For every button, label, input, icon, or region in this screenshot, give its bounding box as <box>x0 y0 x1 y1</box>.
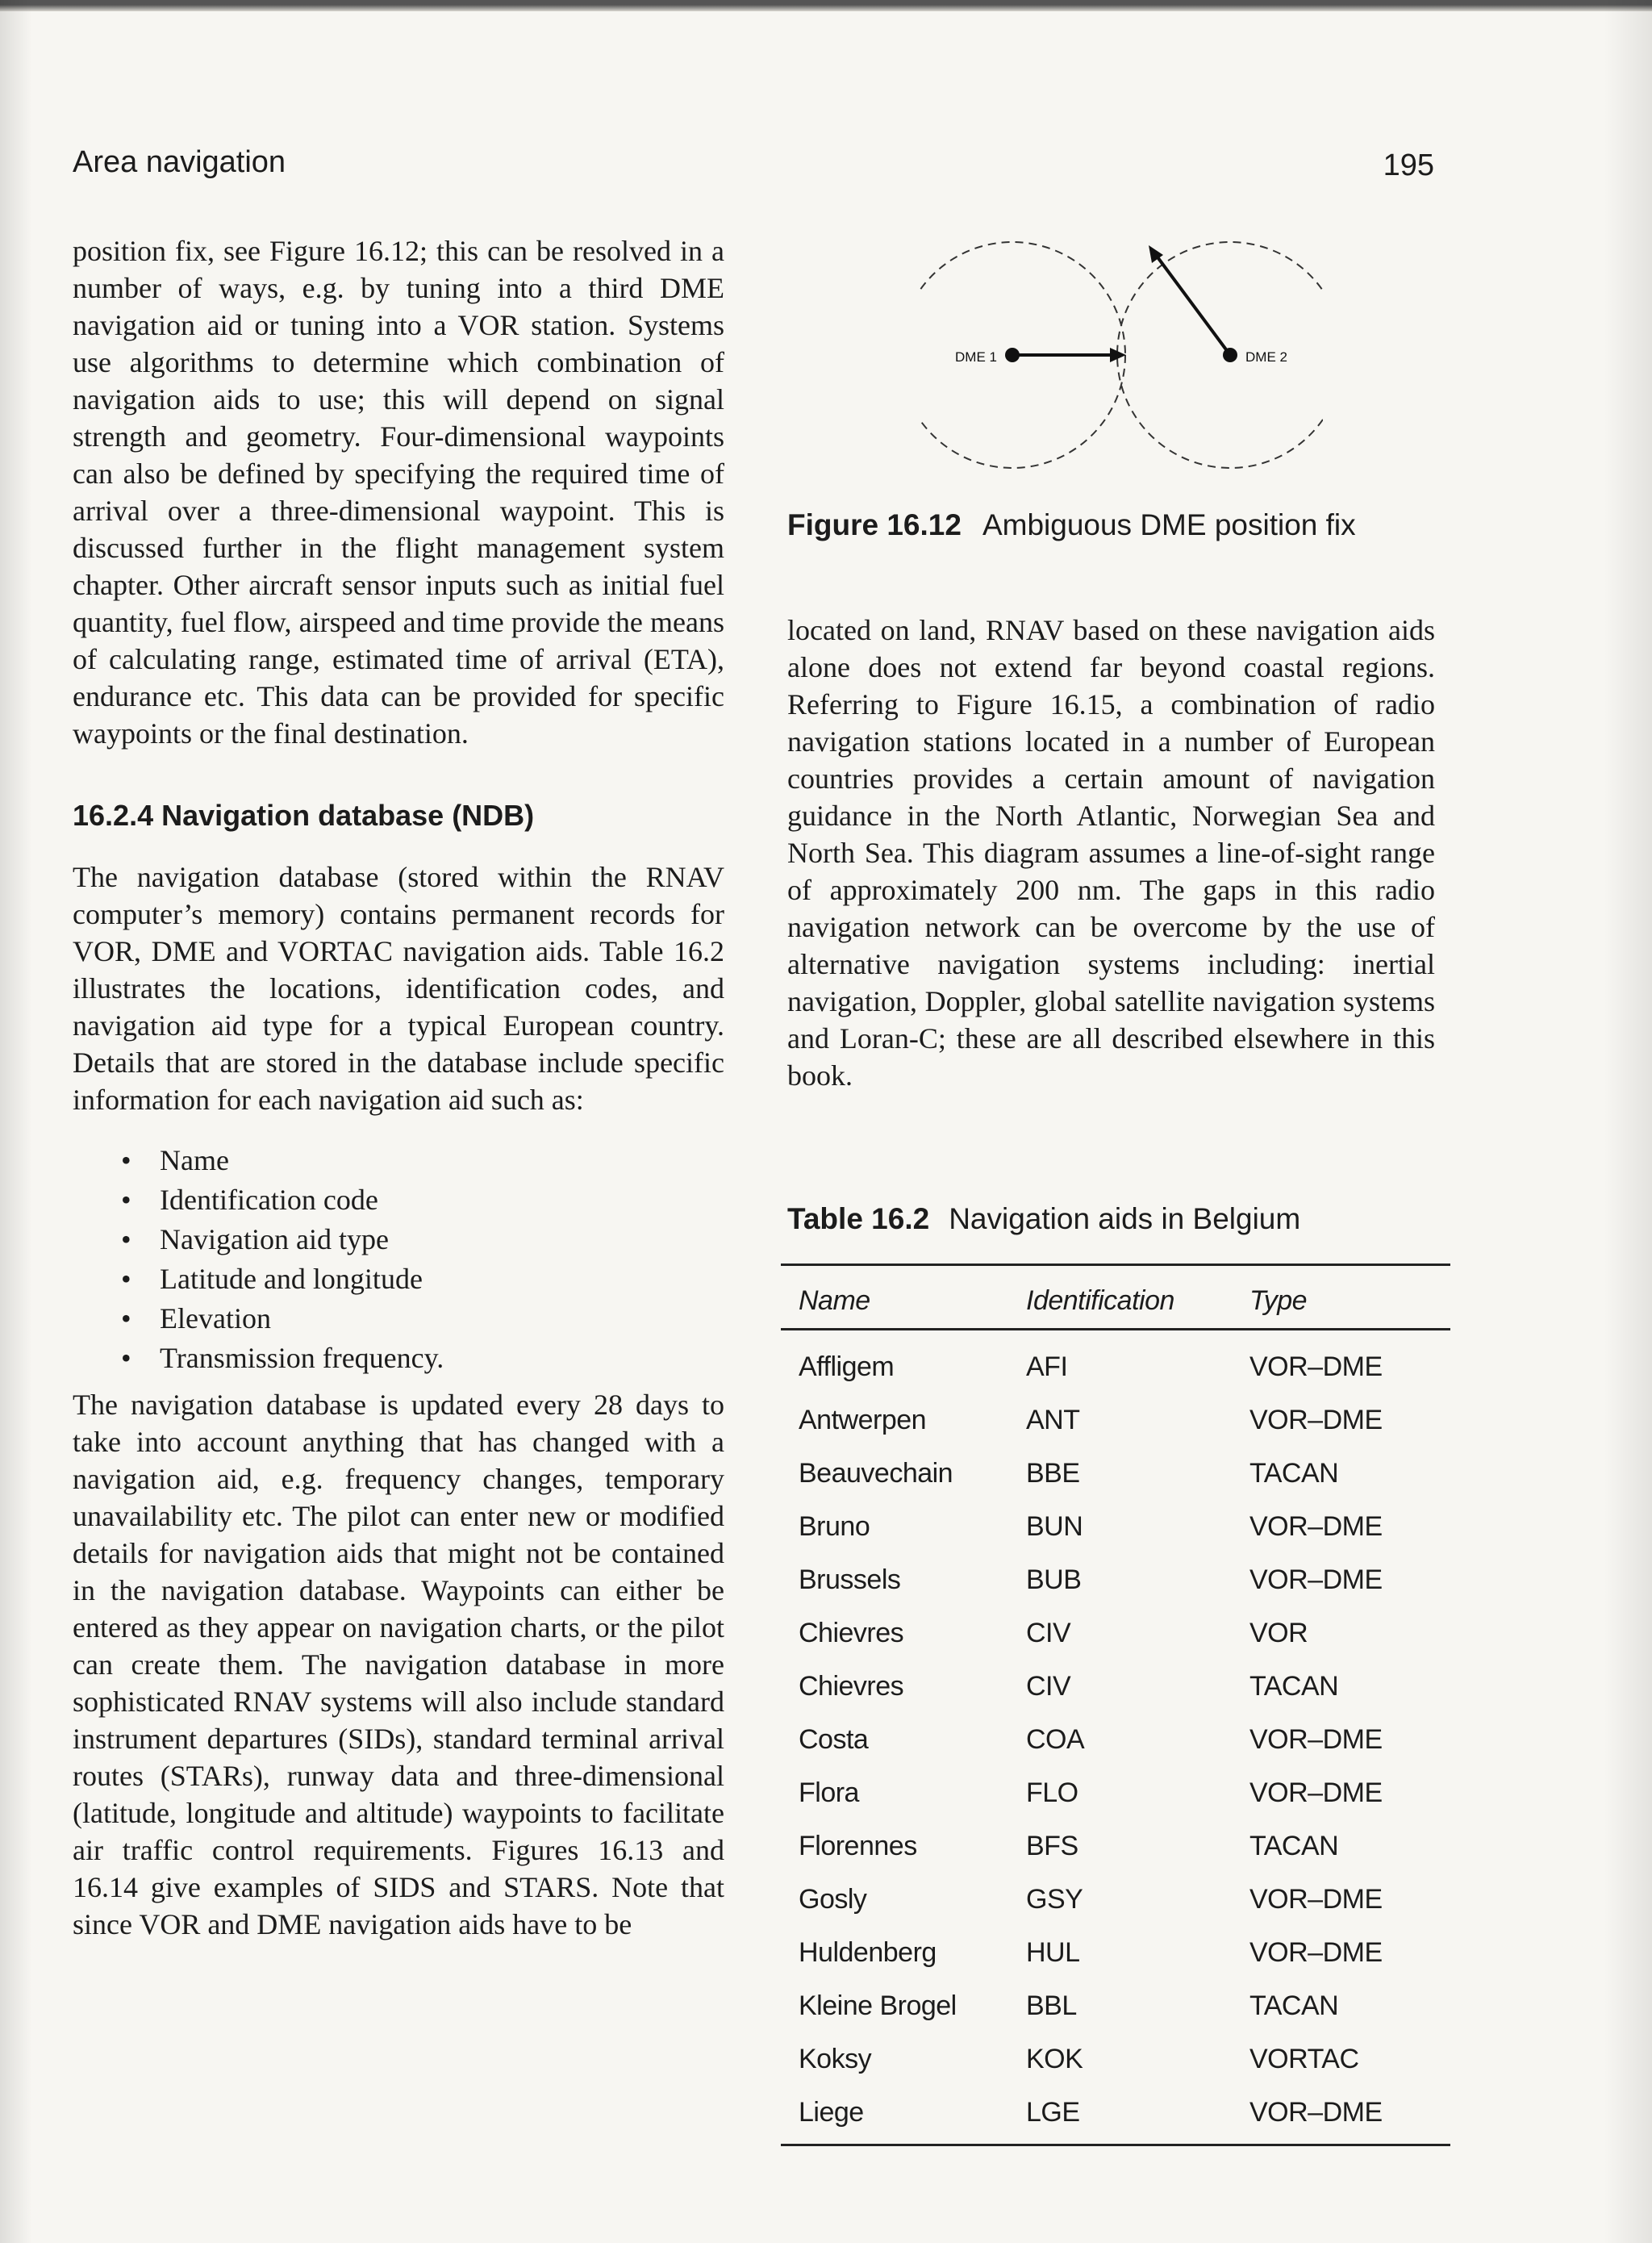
column-header-identification: Identification <box>1008 1265 1232 1330</box>
body-paragraph: located on land, RNAV based on these navigation aids alone does not extend far beyond coastal regions. Referring to Figure 16.15, a combination of radio navigation stations located in a number of European countries provides a certain amount of navigation guidance in the North Atlantic, Norwegian Sea and North Sea. This diagram assumes a line-of-sight range of approximately 200 nm. The gaps in this radio navigation network can be overcome by the use of alternative navigation systems including: inertial navigation, Doppler, global satellite navigation systems and Loran-C; these are all described elsewhere in this book. <box>787 614 1435 1092</box>
cell-identification: BUN <box>1026 1510 1083 1542</box>
dme-diagram <box>920 210 1323 500</box>
table-row <box>781 1713 1450 1766</box>
cell-name: Bruno <box>799 1510 870 1542</box>
body-paragraph: The navigation database (stored within the RNAV computer’s memory) contains permanent records for VOR, DME and VORTAC navigation aids. Table 16.2 illustrates the locations, identification codes, and navigation aid type for a typical European country. Details that are stored in the database include specific information for each navigation aid such as: <box>73 861 724 1116</box>
table-row <box>781 1766 1450 1819</box>
cell-identification: FLO <box>1026 1777 1078 1808</box>
cell-name: Koksy <box>799 2043 872 2074</box>
right-column <box>787 612 1435 1094</box>
left-column <box>73 232 724 1943</box>
cell-name: Beauvechain <box>799 1457 953 1489</box>
cell-identification: COA <box>1026 1723 1085 1755</box>
cell-type: TACAN <box>1249 1990 1339 2021</box>
cell-type: VOR–DME <box>1249 1351 1383 1382</box>
cell-name: Brussels <box>799 1564 901 1595</box>
table-row <box>781 2032 1450 2086</box>
table-row <box>781 1979 1450 2032</box>
cell-type: VOR <box>1249 1617 1308 1648</box>
table-header-row <box>781 1265 1450 1330</box>
cell-type: VOR–DME <box>1249 1936 1383 1968</box>
body-paragraph: position fix, see Figure 16.12; this can be resolved in a number of ways, e.g. by tuning into a third DME navigation aid or tuning into a VOR station. Systems use algorithms to determine which combination of navigation aids to use; this will depend on signal strength and geometry. Four-dimensional waypoints can also be defined by specifying the required time of arrival over a three-dimensional waypoint. This is discussed further in the flight management system chapter. Other aircraft sensor inputs such as initial fuel quantity, fuel flow, airspeed and time provide the means of calculating range, estimated time of arrival (ETA), endurance etc. This data can be provided for specific waypoints or the final destination. <box>73 235 724 750</box>
figure-caption-text: Ambiguous DME position fix <box>982 508 1356 541</box>
list-item: • Elevation <box>121 1299 724 1339</box>
page-gutter-shadow <box>0 0 32 2243</box>
dme-position-fix-figure <box>920 210 1323 500</box>
table-row <box>781 1819 1450 1873</box>
cell-type: VOR–DME <box>1249 1883 1383 1915</box>
cell-identification: BFS <box>1026 1830 1078 1861</box>
cell-identification: BBE <box>1026 1457 1080 1489</box>
dme1-station-marker <box>1005 348 1020 362</box>
cell-name: Huldenberg <box>799 1936 937 1968</box>
cell-name: Flora <box>799 1777 859 1808</box>
cell-name: Costa <box>799 1723 869 1755</box>
table-row <box>781 1553 1450 1606</box>
table-row <box>781 1660 1450 1713</box>
table-label: Table 16.2 <box>787 1202 930 1235</box>
database-attributes-list <box>73 1141 724 1378</box>
cell-name: Chievres <box>799 1670 904 1702</box>
cell-type: VOR–DME <box>1249 1723 1383 1755</box>
list-item: • Navigation aid type <box>121 1220 724 1259</box>
cell-identification: HUL <box>1026 1936 1080 1968</box>
cell-name: Chievres <box>799 1617 904 1648</box>
cell-identification: KOK <box>1026 2043 1083 2074</box>
section-heading: 16.2.4 Navigation database (NDB) <box>73 799 535 832</box>
dme2-range-circle <box>1117 242 1323 468</box>
cell-identification: AFI <box>1026 1351 1068 1382</box>
cell-name: Gosly <box>799 1883 867 1915</box>
page-edge-shadow <box>1604 0 1652 2243</box>
table-caption <box>787 1202 1435 1236</box>
list-item: • Identification code <box>121 1180 724 1220</box>
cell-name: Liege <box>781 2086 1008 2145</box>
cell-type: TACAN <box>1249 1457 1339 1489</box>
table-row <box>781 1500 1450 1553</box>
cell-identification: CIV <box>1026 1670 1071 1702</box>
column-header-name: Name <box>781 1265 1008 1330</box>
dme2-label: DME 2 <box>1245 349 1287 365</box>
cell-type: VOR–DME <box>1249 1404 1383 1435</box>
cell-identification: LGE <box>1008 2086 1232 2145</box>
column-header-type: Type <box>1232 1265 1450 1330</box>
navigation-aids-table <box>781 1264 1450 2146</box>
body-paragraph: The navigation database is updated every 28 days to take into account anything that has changed with a navigation aid, e.g. frequency changes, temporary unavailability etc. The pilot can enter new or modified details for navigation aids that might not be contained in the navigation database. Waypoints can either be entered as they appear on navigation charts, or the pilot can create them. The navigation database in more sophisticated RNAV systems will also include standard instrument departures (SIDs), standard terminal arrival routes (STARs), runway data and three-dimensional (latitude, longitude and altitude) waypoints to facilitate air traffic control requirements. Figures 16.13 and 16.14 give examples of SIDS and STARS. Note that since VOR and DME navigation aids have to be <box>73 1389 724 1940</box>
table-caption-text: Navigation aids in Belgium <box>949 1202 1301 1235</box>
cell-name: Antwerpen <box>799 1404 927 1435</box>
cell-identification: BUB <box>1026 1564 1082 1595</box>
table-row <box>781 1873 1450 1926</box>
cell-type: TACAN <box>1249 1830 1339 1861</box>
table-row <box>781 1606 1450 1660</box>
cell-type: VOR–DME <box>1249 1564 1383 1595</box>
cell-type: TACAN <box>1249 1670 1339 1702</box>
cell-name: Affligem <box>799 1351 895 1382</box>
cell-identification: BBL <box>1026 1990 1077 2021</box>
cell-type: VORTAC <box>1249 2043 1359 2074</box>
dme2-range-line <box>1153 252 1230 355</box>
table-row <box>781 1330 1450 1394</box>
dme1-label: DME 1 <box>955 349 997 365</box>
page-number: 195 <box>1383 148 1434 182</box>
cell-identification: CIV <box>1026 1617 1071 1648</box>
cell-name: Kleine Brogel <box>799 1990 957 2021</box>
figure-label: Figure 16.12 <box>787 508 962 541</box>
page-top-edge <box>0 0 1652 11</box>
table-row <box>781 2086 1450 2145</box>
table-row <box>781 1393 1450 1447</box>
figure-caption <box>787 508 1435 542</box>
table-row <box>781 1926 1450 1979</box>
dme2-station-marker <box>1223 348 1237 362</box>
list-item: • Transmission frequency. <box>121 1339 724 1378</box>
table-row <box>781 1447 1450 1500</box>
list-item: • Latitude and longitude <box>121 1259 724 1299</box>
list-item: • Name <box>121 1141 724 1180</box>
cell-type: VOR–DME <box>1232 2086 1450 2145</box>
cell-type: VOR–DME <box>1249 1777 1383 1808</box>
cell-name: Florennes <box>799 1830 917 1861</box>
cell-identification: ANT <box>1026 1404 1080 1435</box>
cell-type: VOR–DME <box>1249 1510 1383 1542</box>
cell-identification: GSY <box>1026 1883 1083 1915</box>
running-head-title: Area navigation <box>73 145 286 179</box>
